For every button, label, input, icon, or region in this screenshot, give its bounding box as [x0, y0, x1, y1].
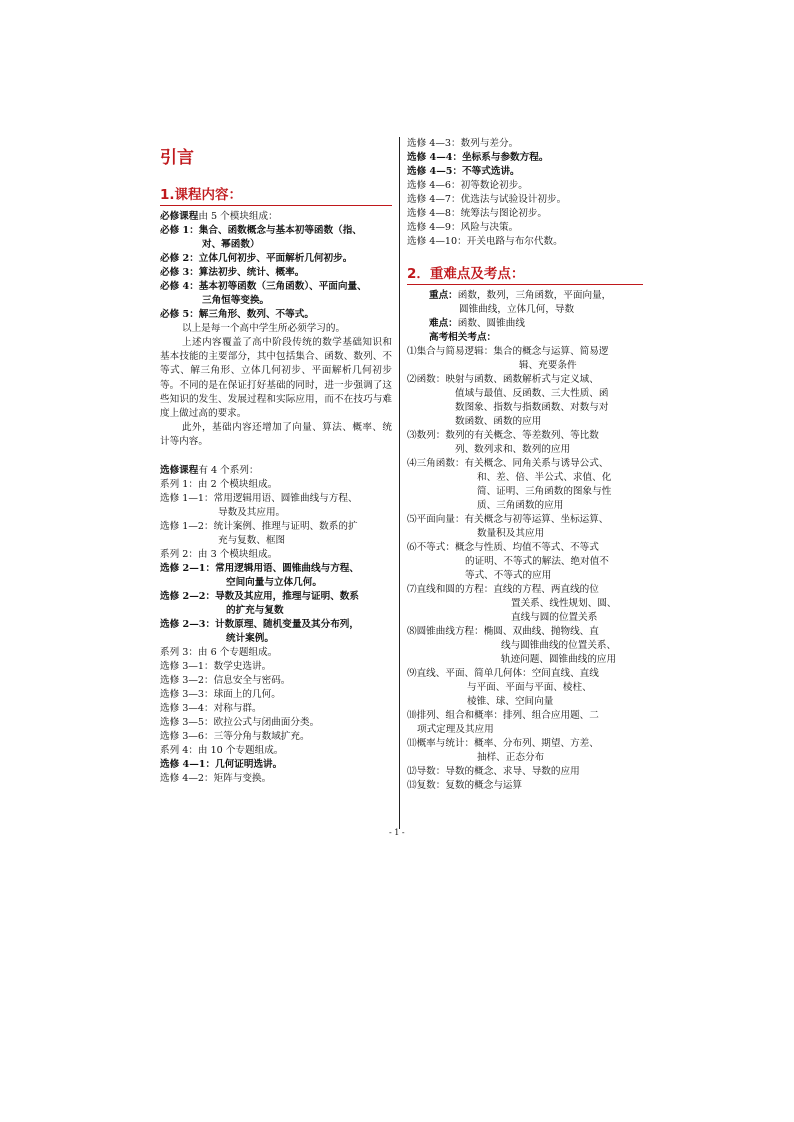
compulsory-module — [160, 308, 392, 322]
exam-point: ⑾概率与统计：概率、分布列、期望、方差、 — [407, 738, 599, 749]
exam-point: ⑽排列、组合和概率：排列、组合应用题、二 — [407, 710, 599, 721]
exam-point: ⑿导数：导数的概念、求导、导数的应用 — [407, 766, 580, 777]
elective-item: 选修 3—5：欧拉公式与闭曲面分类。 — [160, 716, 320, 728]
exam-point-continued: 项式定理及其应用 — [417, 724, 494, 735]
exam-point: ⑹不等式：概念与性质、均值不等式、不等式 — [407, 542, 599, 553]
key-points-continued: 圆锥曲线，立体几何，导数 — [459, 304, 575, 315]
exam-points-heading: 高考相关考点： — [429, 332, 497, 343]
page-number: - 1 - — [389, 828, 405, 837]
paragraph-additional: 此外，基础内容还增加了向量、算法、概率、统计等内容。 — [160, 422, 392, 448]
module-label: 必修 1： — [160, 225, 199, 236]
elective-list — [160, 478, 392, 786]
elective-item: 选修 3—6：三等分角与数域扩充。 — [160, 730, 310, 742]
module-content: 算法初步、统计、概率。 — [198, 267, 305, 278]
elective-item-continued: 统计案例。 — [226, 632, 274, 644]
exam-point-continued: 置关系、线性规划、圆、 — [511, 598, 617, 609]
key-points-label: 重点： — [429, 290, 458, 301]
exam-point: ⑶数列：数列的有关概念、等差数列、等比数 — [407, 430, 599, 441]
elective-item: 选修 3—4：对称与群。 — [160, 702, 262, 714]
compulsory-module — [160, 266, 392, 280]
difficult-points-label: 难点： — [429, 318, 458, 329]
paragraph-overview: 上述内容覆盖了高中阶段传统的数学基础知识和基本技能的主要部分，其中包括集合、函数、数列、不等式、解三角形、立体几何初步、平面解析几何初步等。不同的是在保证打好基础的同时，进一步强调了这些知识的发生、发展过程和实际应用，而不在技巧与难度上做过高的要求。 — [160, 337, 392, 420]
elective-item: 选修 3—2：信息安全与密码。 — [160, 674, 291, 686]
elective-item: 选修 1—1：常用逻辑用语、圆锥曲线与方程、 — [160, 492, 358, 504]
exam-point-continued: 值域与最值、反函数、三大性质、函 — [455, 388, 609, 399]
elective-item: 系列 3：由 6 个专题组成。 — [160, 646, 278, 658]
difficult-points-line — [407, 317, 643, 331]
exam-point: ⑸平面向量：有关概念与初等运算、坐标运算、 — [407, 514, 609, 525]
exam-point-continued: 列、数列求和、数列的应用 — [455, 444, 571, 455]
exam-points-list — [407, 345, 643, 793]
module-label: 必修 2： — [160, 253, 199, 264]
module-content-continued: 三角恒等变换。 — [202, 295, 270, 306]
elective-intro-bold: 选修课程 — [160, 464, 199, 476]
module-content: 立体几何初步、平面解析几何初步。 — [198, 253, 353, 264]
elective-item: 系列 2：由 3 个模块组成。 — [160, 548, 278, 560]
exam-point: ⑷三角函数：有关概念、同角关系与诱导公式、 — [407, 458, 609, 469]
exam-point: ⑺直线和圆的方程：直线的方程、两直线的位 — [407, 584, 599, 595]
exam-point: ⑼直线、平面、简单几何体：空间直线、直线 — [407, 668, 599, 679]
elective-item: 选修 3—1：数学史选讲。 — [160, 660, 272, 672]
elective-item: 选修 4—7：优选法与试验设计初步。 — [407, 194, 567, 205]
column-divider — [399, 137, 400, 829]
elective-item-continued: 的扩充与复数 — [226, 604, 284, 616]
elective-item: 选修 4—1：几何证明选讲。 — [160, 758, 283, 770]
elective-item: 选修 3—3：球面上的几何。 — [160, 688, 281, 700]
exam-point-continued: 辑、充要条件 — [519, 360, 577, 371]
elective-item: 选修 4—5：不等式选讲。 — [407, 166, 520, 177]
compulsory-module-list — [160, 224, 392, 322]
elective-list-continued — [407, 137, 643, 249]
compulsory-module — [160, 280, 392, 294]
compulsory-module — [160, 224, 392, 238]
elective-item-continued: 充与复数、框图 — [218, 534, 286, 546]
elective-item: 系列 4：由 10 个专题组成。 — [160, 744, 284, 756]
elective-item: 选修 2—1：常用逻辑用语、圆锥曲线与方程、 — [160, 562, 359, 574]
exam-point-continued: 数图象、指数与指数函数、对数与对 — [455, 402, 609, 413]
key-points-text: 函数，数列，三角函数，平面向量， — [457, 290, 612, 301]
exam-point: ⑻圆锥曲线方程：椭圆、双曲线、抛物线、直 — [407, 626, 599, 637]
exam-point-continued: 抽样、正态分布 — [477, 752, 545, 763]
compulsory-intro — [160, 210, 392, 224]
elective-item: 选修 4—8：统筹法与图论初步。 — [407, 208, 547, 219]
exam-point: ⑵函数：映射与函数、函数解析式与定义域、 — [407, 374, 599, 385]
exam-point-continued: 数函数、函数的应用 — [455, 416, 542, 427]
elective-item: 选修 4—9：风险与决策。 — [407, 222, 519, 233]
key-points-line — [407, 289, 643, 303]
exam-point-continued: 与平面、平面与平面、棱柱、 — [467, 682, 592, 693]
exam-point: ⑴集合与简易逻辑：集合的概念与运算、简易逻 — [407, 346, 609, 357]
compulsory-intro-rest: 由 5 个模块组成： — [198, 211, 278, 222]
elective-item-continued: 导数及其应用。 — [218, 506, 286, 518]
module-content-continued: 对、幂函数） — [202, 239, 260, 250]
module-content: 基本初等函数（三角函数）、平面向量、 — [198, 281, 367, 292]
module-label: 必修 4： — [160, 281, 199, 292]
exam-point-continued: 的证明、不等式的解法、绝对值不 — [465, 556, 609, 567]
exam-point-continued: 简、证明、三角函数的图象与性 — [477, 486, 612, 497]
left-column — [160, 143, 392, 786]
difficult-points-text: 函数、圆锥曲线 — [457, 318, 525, 329]
exam-point-continued: 线与圆锥曲线的位置关系、 — [501, 640, 617, 651]
elective-item: 选修 4—4：坐标系与参数方程。 — [407, 152, 549, 163]
module-content: 解三角形、数列、不等式。 — [198, 309, 314, 320]
compulsory-intro-bold: 必修课程 — [160, 211, 199, 222]
elective-item: 选修 4—2：矩阵与变换。 — [160, 772, 272, 784]
section-heading-key-points: 2．重难点及考点： — [407, 265, 643, 285]
elective-item: 选修 4—6：初等数论初步。 — [407, 180, 528, 191]
compulsory-note: 以上是每一个高中学生所必须学习的。 — [182, 323, 346, 334]
elective-item: 选修 4—10：开关电路与布尔代数。 — [407, 236, 563, 247]
elective-item: 选修 2—3：计数原理、随机变量及其分布列， — [160, 618, 359, 630]
exam-point: ⒀复数：复数的概念与运算 — [407, 780, 523, 791]
page-title: 引言 — [160, 148, 194, 168]
module-label: 必修 5： — [160, 309, 199, 320]
module-label: 必修 3： — [160, 267, 199, 278]
elective-item: 选修 4—3：数列与差分。 — [407, 138, 519, 149]
section-heading-course-content: 1.课程内容： — [160, 186, 392, 206]
elective-item: 选修 2—2：导数及其应用，推理与证明、数系 — [160, 590, 359, 602]
compulsory-module — [160, 252, 392, 266]
exam-point-continued: 质、三角函数的应用 — [477, 500, 564, 511]
elective-item: 选修 1—2：统计案例、推理与证明、数系的扩 — [160, 520, 358, 532]
module-content: 集合、函数概念与基本初等函数（指、 — [198, 225, 362, 236]
exam-point-continued: 等式、不等式的应用 — [465, 570, 552, 581]
right-column — [407, 137, 643, 793]
elective-item: 系列 1：由 2 个模块组成。 — [160, 478, 278, 490]
elective-intro — [160, 464, 392, 478]
exam-point-continued: 和、差、倍、半公式、求值、化 — [477, 472, 612, 483]
elective-item-continued: 空间向量与立体几何。 — [226, 576, 322, 588]
exam-point-continued: 棱锥、球、空间向量 — [467, 696, 554, 707]
exam-point-continued: 轨迹问题、圆锥曲线的应用 — [501, 654, 617, 665]
exam-point-continued: 数量积及其应用 — [477, 528, 545, 539]
exam-point-continued: 直线与圆的位置关系 — [511, 612, 598, 623]
elective-intro-rest: 有 4 个系列： — [198, 464, 259, 476]
